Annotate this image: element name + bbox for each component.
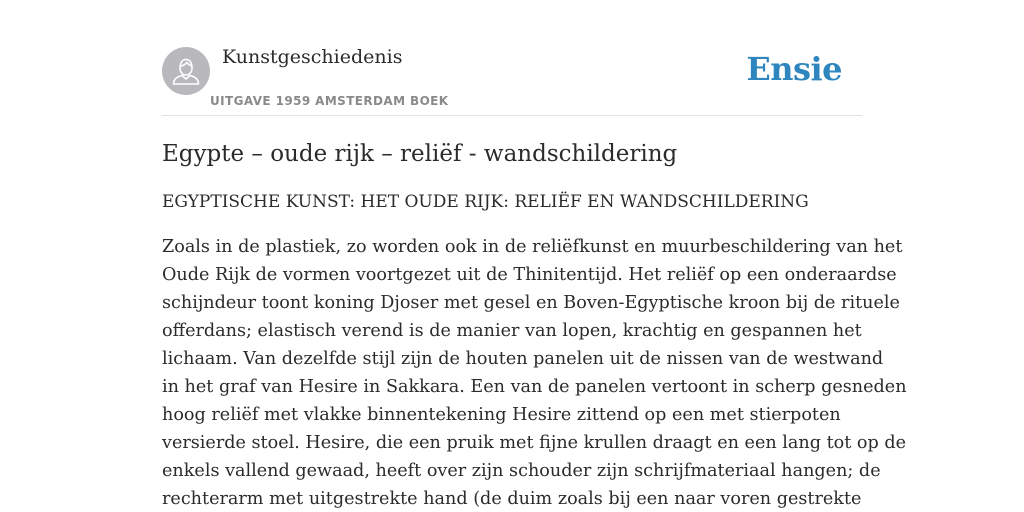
body-line: versierde stoel. Hesire, die een pruik met fijne krullen draagt en een lang tot op de: [162, 433, 907, 453]
author-name[interactable]: Kunstgeschiedenis: [222, 46, 403, 68]
avatar[interactable]: [162, 47, 210, 95]
ensie-logo[interactable]: Ensie: [746, 50, 842, 88]
article: [162, 138, 907, 512]
body-line: schijndeur toont koning Djoser met gesel en Boven-Egyptische kroon bij de rituele: [162, 293, 900, 313]
article-body: [162, 233, 907, 512]
publication-meta: UITGAVE 1959 AMSTERDAM BOEK: [210, 94, 449, 108]
body-line: hoog reliëf met vlakke binnentekening Hesire zittend op een met stierpoten: [162, 405, 841, 425]
body-line: offerdans; elastisch verend is de manier van lopen, krachtig en gespannen het: [162, 321, 862, 341]
article-subtitle: EGYPTISCHE KUNST: HET OUDE RIJK: RELIËF EN WANDSCHILDERING: [162, 192, 809, 212]
user-icon: [162, 47, 210, 95]
article-title: Egypte – oude rijk – reliëf - wandschildering: [162, 141, 678, 167]
article-header: [162, 0, 862, 116]
body-line: rechterarm met uitgestrekte hand (de duim zoals bij een naar voren gestrekte: [162, 489, 862, 509]
body-line: in het graf van Hesire in Sakkara. Een van de panelen vertoont in scherp gesneden: [162, 377, 907, 397]
body-line: Oude Rijk de vormen voortgezet uit de Thinitentijd. Het reliëf op een onderaardse: [162, 265, 897, 285]
body-line: lichaam. Van dezelfde stijl zijn de houten panelen uit de nissen van de westwand: [162, 349, 884, 369]
body-line: Zoals in de plastiek, zo worden ook in de reliëfkunst en muurbeschildering van het: [162, 237, 903, 257]
body-line: enkels vallend gewaad, heeft over zijn schouder zijn schrijfmateriaal hangen; de: [162, 461, 881, 481]
header-divider: [162, 115, 862, 116]
